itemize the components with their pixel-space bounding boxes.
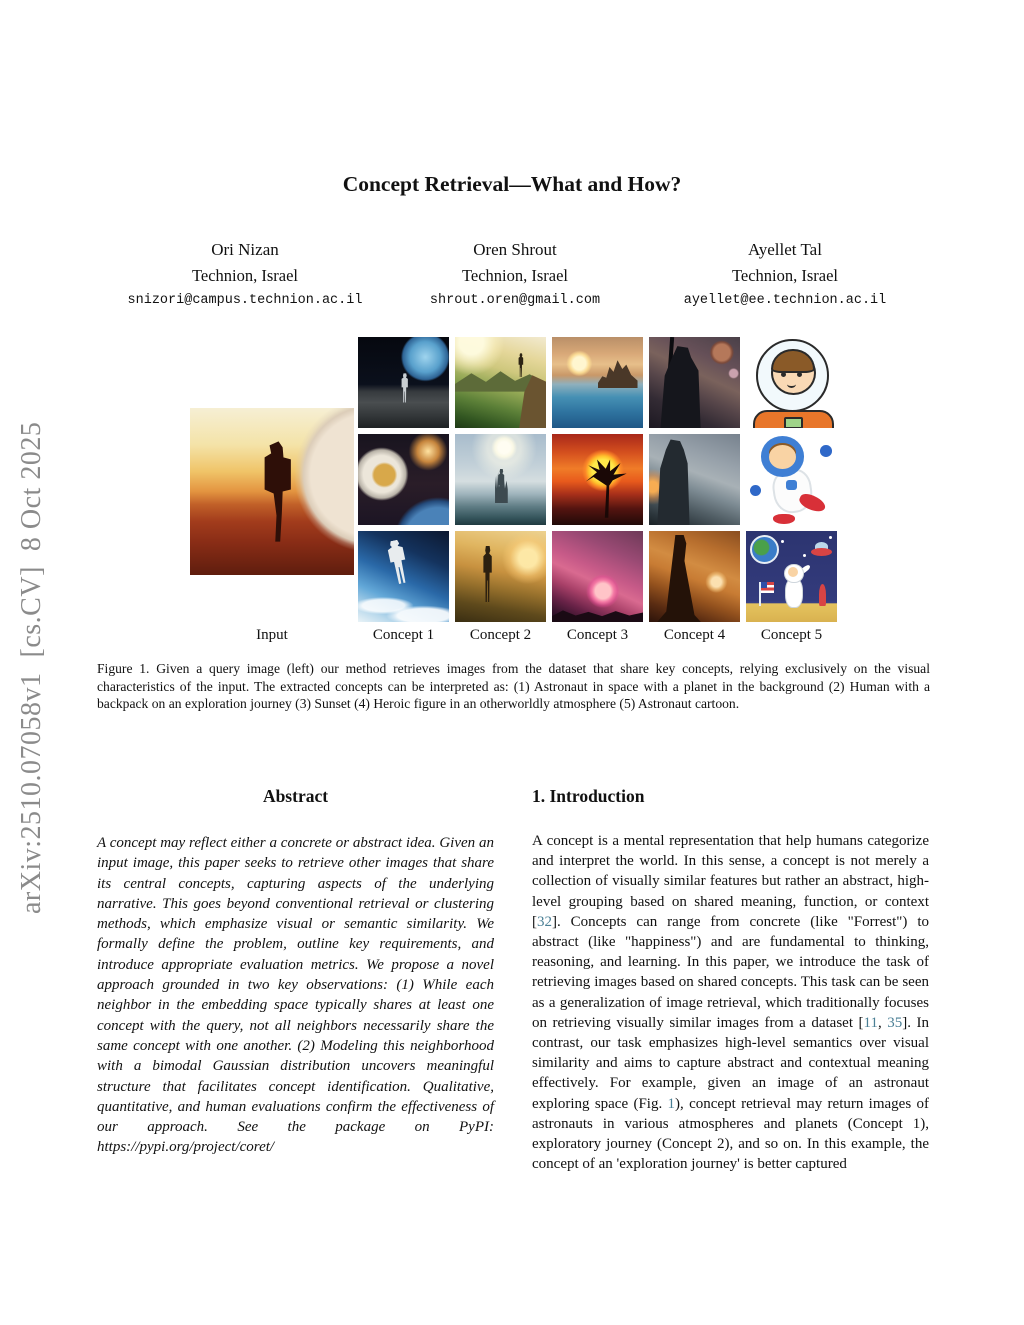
backpacker-silhouette	[479, 546, 497, 602]
text-run: ), concept retrieval may return images of astronauts in various atmospheres and planets (Concept 1), exploratory journey (Concept 2), and so on. In this example, the concept of an 'exploration journey' is better captured	[532, 1095, 929, 1173]
introduction-body	[532, 831, 929, 1174]
text-run: ]. In contrast, our task emphasizes high-level semantics over visual similarity and aims to capture abstract and contextual meaning effectively. For example, given an image of an astronaut exploring space (Fig.	[532, 1014, 929, 1112]
arxiv-banner: arXiv:2510.07058v1 [cs.CV] 8 Oct 2025	[16, 421, 47, 915]
citation-link[interactable]: 35	[887, 1014, 903, 1031]
cartoon-glove	[750, 485, 761, 496]
author-affiliation: Technion, Israel	[461, 266, 569, 285]
citation-link[interactable]: 32	[537, 913, 552, 930]
astronaut-silhouette	[257, 441, 298, 541]
image-concept4-row2	[649, 434, 740, 525]
concept-labels	[358, 627, 837, 644]
astronaut-silhouette	[398, 373, 412, 402]
author-name: Ori Nizan	[211, 240, 279, 259]
image-concept5-row2	[746, 434, 837, 525]
text-run: A concept is a mental representation that help humans categorize and interpret the world. In this sense, a concept is not merely a collection of visually similar features but rather an abstract, high-level grouping based on shared meaning, function, or context [	[532, 833, 929, 930]
image-concept1-row2	[358, 434, 449, 525]
image-concept5-row3	[746, 531, 837, 622]
island-castle-shape	[598, 359, 638, 388]
citation-link[interactable]: 11	[863, 1014, 878, 1031]
astronaut-silhouette	[377, 537, 418, 587]
text-run: ,	[877, 1014, 888, 1031]
stars	[781, 540, 784, 543]
image-concept3-row2	[552, 434, 643, 525]
label-input: Input	[256, 627, 288, 643]
image-concept5-row1	[746, 337, 837, 428]
cartoon-glove	[820, 445, 832, 457]
text-run: ]. Concepts can range from concrete (like "Forrest") to abstract (like "happiness") and are fundamental to thinking, reasoning, and learning. In this paper, we introduce the task of retrieving images based on shared concepts. This task can be seen as a generalization of image retrieval, which traditionally focuses on retrieving visually similar images from a dataset [	[532, 913, 929, 1031]
warrior-silhouette	[656, 346, 709, 428]
abstract-column	[97, 786, 494, 1158]
image-concept1-row3	[358, 531, 449, 622]
cartoon-chest-panel	[784, 417, 803, 428]
hiker-silhouette	[516, 353, 526, 377]
robed-figure-silhouette	[656, 535, 702, 622]
palm-tree-silhouette	[585, 459, 629, 517]
author-email[interactable]: snizori@campus.technion.ac.il	[127, 293, 363, 308]
rocket-shape	[819, 584, 826, 606]
image-concept2-row3	[455, 531, 546, 622]
figure-caption: Figure 1. Given a query image (left) our method retrieves images from the dataset that share key concepts, relying exclusively on the visual characteristics of the input. The extracted concepts can be interpreted as: (1) Astronaut in space with a planet in the background (2) Human with a backpack on an exploration journey (3) Sunset (4) Heroic figure in an otherworldly atmosphere (5) Astronaut cartoon.	[97, 661, 930, 712]
cartoon-boot	[773, 514, 795, 524]
figure-input-image	[190, 408, 354, 575]
label-concept-4: Concept 4	[663, 627, 726, 643]
label-concept-3: Concept 3	[566, 627, 629, 643]
author-name: Oren Shrout	[473, 240, 557, 259]
image-concept2-row2	[455, 434, 546, 525]
author-affiliation: Technion, Israel	[731, 266, 839, 285]
cartoon-earth	[750, 535, 779, 564]
label-concept-5: Concept 5	[760, 627, 823, 643]
warrior-silhouette	[653, 439, 700, 525]
author-block	[110, 240, 920, 308]
pypi-url-link[interactable]: https://pypi.org/project/coret/	[97, 1139, 275, 1156]
text-run: A concept may reflect either a concrete or abstract idea. Given an input image, this paper seeks to retrieve other images that share its central concepts, capturing aspects of the underlying narrative. This goes beyond conventional retrieval or clustering methods, which emphasize visual or semantic similarity. We formally define the problem, outline key requirements, and introduce appropriate evaluation metrics. We propose a novel approach grounded in two key observations: (1) While each neighbor in the embedding space typically shares at least one concept with the query, not all neighbors necessarily share the same concept with one another. (2) Modeling this neighborhood with a bimodal Gaussian distribution uncovers meaningful structure that facilitates concept identification. Qualitative, quantitative, and human evaluations confirm the effectiveness of our approach. See the package on PyPI:	[97, 835, 494, 1136]
cartoon-chest-patch	[786, 480, 797, 491]
abstract-heading: Abstract	[262, 786, 329, 806]
paper-title: Concept Retrieval—What and How?	[342, 172, 682, 196]
cartoon-eye	[781, 372, 786, 377]
cartoon-eye	[797, 372, 802, 377]
image-concept3-row3	[552, 531, 643, 622]
image-concept4-row1	[649, 337, 740, 428]
label-concept-1: Concept 1	[372, 627, 435, 643]
author-email[interactable]: shrout.oren@gmail.com	[429, 293, 601, 308]
introduction-heading: 1. Introduction	[532, 786, 645, 806]
ufo-saucer	[811, 548, 833, 556]
author-3	[650, 240, 920, 308]
image-concept4-row3	[649, 531, 740, 622]
citation-link[interactable]: 1	[667, 1095, 676, 1112]
author-1	[110, 240, 380, 308]
author-affiliation: Technion, Israel	[191, 266, 299, 285]
image-concept2-row1	[455, 337, 546, 428]
foliage-shape	[552, 607, 643, 622]
introduction-column	[532, 786, 929, 1174]
abstract-body	[97, 833, 494, 1158]
us-flag	[761, 582, 775, 593]
image-concept3-row1	[552, 337, 643, 428]
author-name: Ayellet Tal	[748, 240, 822, 259]
author-2	[380, 240, 650, 308]
image-concept1-row1	[358, 337, 449, 428]
author-email[interactable]: ayellet@ee.technion.ac.il	[683, 293, 887, 308]
concept-grid	[358, 337, 837, 622]
label-concept-2: Concept 2	[469, 627, 532, 643]
